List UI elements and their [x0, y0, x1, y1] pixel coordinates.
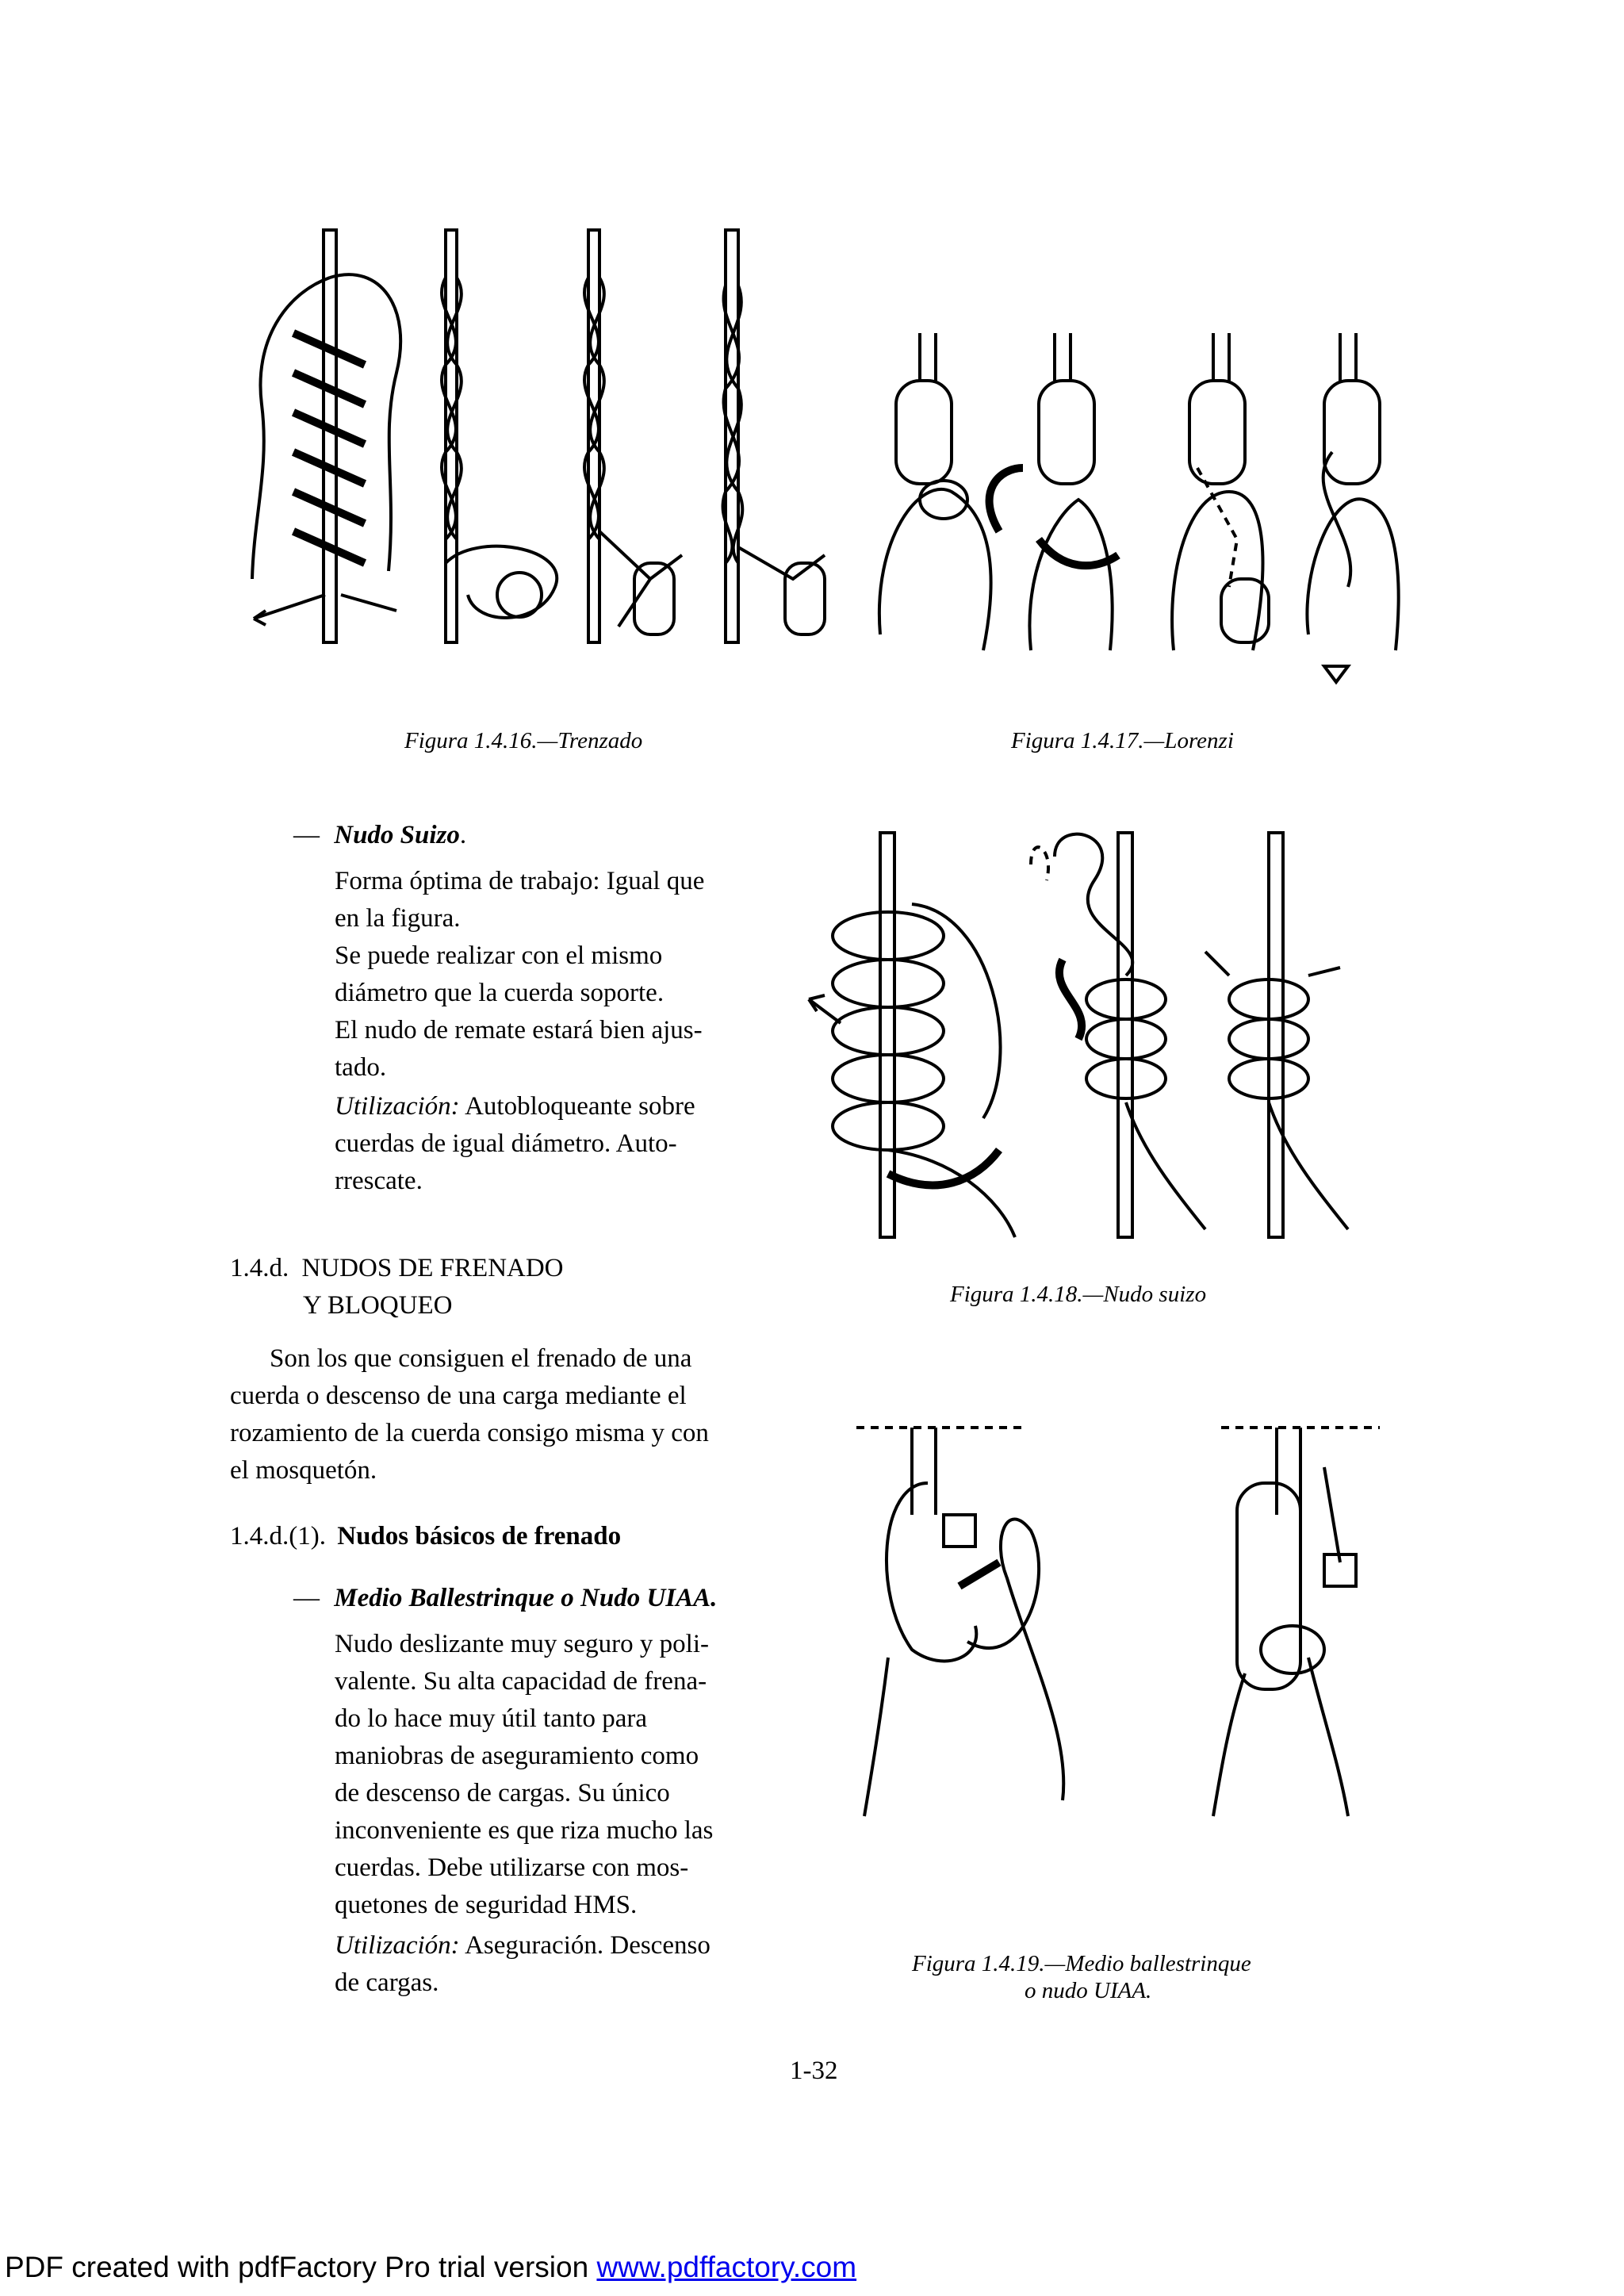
suizo-step-3	[1205, 833, 1348, 1237]
page-number: 1-32	[790, 2056, 838, 2085]
mb-line: maniobras de aseguramiento como	[335, 1742, 699, 1770]
uiaa-step-1	[856, 1428, 1063, 1816]
figure-caption-lorenzi: Figura 1.4.17.—Lorenzi	[1011, 728, 1234, 753]
figure-caption-uiaa-line-2: o nudo UIAA.	[1025, 1978, 1152, 2003]
paragraph-line: el mosquetón.	[230, 1456, 377, 1485]
section-heading-line-2	[230, 1287, 564, 1324]
medio-ballestrinque-title: Medio Ballestrinque o Nudo UIAA.	[334, 1584, 718, 1612]
subsection-title: Nudos básicos de frenado	[337, 1522, 622, 1550]
figure-caption-trenzado: Figura 1.4.16.—Trenzado	[404, 728, 643, 753]
paragraph-line: rozamiento de la cuerda consigo misma y con	[230, 1419, 709, 1447]
footer-link[interactable]: www.pdffactory.com	[596, 2251, 857, 2283]
nudo-suizo-usage-line: rrescate.	[335, 1167, 423, 1195]
mb-line: do lo hace muy útil tanto para	[335, 1704, 648, 1733]
lorenzi-step-4	[1307, 333, 1398, 682]
figure-caption-uiaa-line-1: Figura 1.4.19.—Medio ballestrinque	[912, 1951, 1251, 1976]
footer-text: PDF created with pdfFactory Pro trial version	[5, 2251, 597, 2283]
nudo-suizo-line: Forma óptima de trabajo: Igual que	[335, 867, 705, 895]
pdf-footer	[5, 2251, 856, 2284]
mb-line: inconveniente es que riza mucho las	[335, 1816, 714, 1845]
mb-line: valente. Su alta capacidad de frena-	[335, 1667, 707, 1696]
figure-caption-nudo-suizo: Figura 1.4.18.—Nudo suizo	[950, 1282, 1207, 1307]
nudo-suizo-title: Nudo Suizo	[334, 821, 460, 849]
medio-ballestrinque-body	[335, 1626, 747, 2002]
nudo-suizo-heading	[293, 817, 466, 854]
nudo-suizo-line: en la figura.	[335, 904, 461, 933]
usage-label: Utilización:	[335, 1092, 460, 1121]
figure-trenzado-illustration	[238, 214, 848, 658]
figure-lorenzi-illustration	[856, 333, 1411, 698]
heading-dash: —	[293, 821, 320, 849]
subsection-number: 1.4.d.(1).	[230, 1522, 326, 1550]
nudo-suizo-line: Se puede realizar con el mismo	[335, 941, 663, 970]
figure-nudo-suizo-illustration	[793, 817, 1364, 1245]
nudo-suizo-usage-line: cuerdas de igual diámetro. Auto-	[335, 1129, 677, 1158]
nudo-suizo-usage	[335, 1088, 747, 1125]
figure-uiaa-illustration	[848, 1420, 1388, 1848]
suizo-step-1	[809, 833, 1015, 1237]
section-number: 1.4.d.	[230, 1254, 289, 1282]
lorenzi-step-3	[1172, 333, 1269, 650]
usage-text: Aseguración. Descenso	[459, 1931, 710, 1960]
trenzado-step-1	[252, 230, 400, 642]
section-paragraph	[230, 1340, 737, 1489]
nudo-suizo-body	[335, 863, 747, 1200]
usage-text: Autobloqueante sobre	[459, 1092, 695, 1121]
heading-dash: —	[293, 1584, 320, 1612]
section-heading-line-1	[230, 1250, 564, 1287]
lorenzi-step-1	[879, 333, 991, 650]
heading-period: .	[459, 821, 467, 849]
mb-usage-line: de cargas.	[335, 1968, 439, 1997]
paragraph-line: cuerda o descenso de una carga mediante el	[230, 1382, 687, 1410]
medio-ballestrinque-heading	[293, 1580, 717, 1617]
trenzado-step-4	[723, 230, 825, 642]
mb-usage	[335, 1927, 747, 1964]
usage-label: Utilización:	[335, 1931, 460, 1960]
subsection-heading	[230, 1518, 621, 1555]
suizo-step-2	[1031, 833, 1205, 1237]
paragraph-line: Son los que consiguen el frenado de una	[270, 1344, 692, 1373]
nudo-suizo-line: El nudo de remate estará bien ajus-	[335, 1016, 703, 1045]
uiaa-step-2	[1213, 1428, 1380, 1816]
trenzado-step-3	[584, 230, 682, 642]
mb-line: quetones de seguridad HMS.	[335, 1891, 638, 1919]
mb-line: cuerdas. Debe utilizarse con mos-	[335, 1853, 689, 1882]
section-title-line-1: NUDOS DE FRENADO	[301, 1254, 564, 1282]
mb-line: Nudo deslizante muy seguro y poli-	[335, 1630, 709, 1658]
nudo-suizo-line: tado.	[335, 1053, 387, 1082]
nudo-suizo-line: diámetro que la cuerda soporte.	[335, 979, 665, 1007]
lorenzi-step-2	[990, 333, 1118, 650]
trenzado-step-2	[442, 230, 557, 642]
section-heading-nudos-de-frenado	[230, 1250, 564, 1324]
section-title-line-2: Y BLOQUEO	[303, 1291, 453, 1320]
mb-line: de descenso de cargas. Su único	[335, 1779, 670, 1807]
